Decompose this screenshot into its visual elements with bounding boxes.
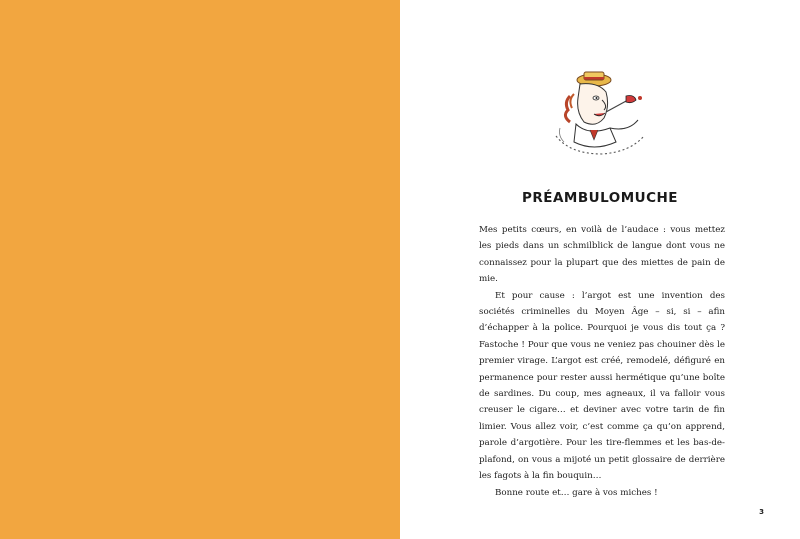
page-number: 3: [759, 508, 764, 516]
paragraph-3: Bonne route et… gare à vos miches !: [495, 487, 658, 498]
paragraph-1: Mes petits cœurs, en voilà de l’audace : vous mettez les pieds dans un schmilblick de langue dont vous ne connaissez pour la plupart que des miettes de pain de mie.: [479, 225, 725, 285]
caricature-illustration: [550, 66, 656, 162]
body-text: [479, 222, 725, 501]
page-title: PRÉAMBULOMUCHE: [521, 190, 679, 206]
paragraph-2: Et pour cause : l’argot est une invention des sociétés criminelles du Moyen Âge – si, si – afin d’échapper à la police. Pourquoi je vous dis tout ça ? Fastoche ! Pour que vous ne veniez pas chouiner dès le premier virage. L’argot est créé, remodelé, défiguré en permanence pour rester aussi hermétique qu’une boîte de sardines. Du coup, mes agneaux, il va falloir vous creuser le cigare… et deviner avec votre tarin de fin limier. Vous allez voir, c’est comme ça qu’on apprend, parole d’argotière. Pour les tire-flemmes et les bas-de-plafond, on vous a mijoté un petit glossaire de derrière les fagots à la fin bouquin…: [479, 290, 725, 482]
right-page: [400, 0, 800, 539]
